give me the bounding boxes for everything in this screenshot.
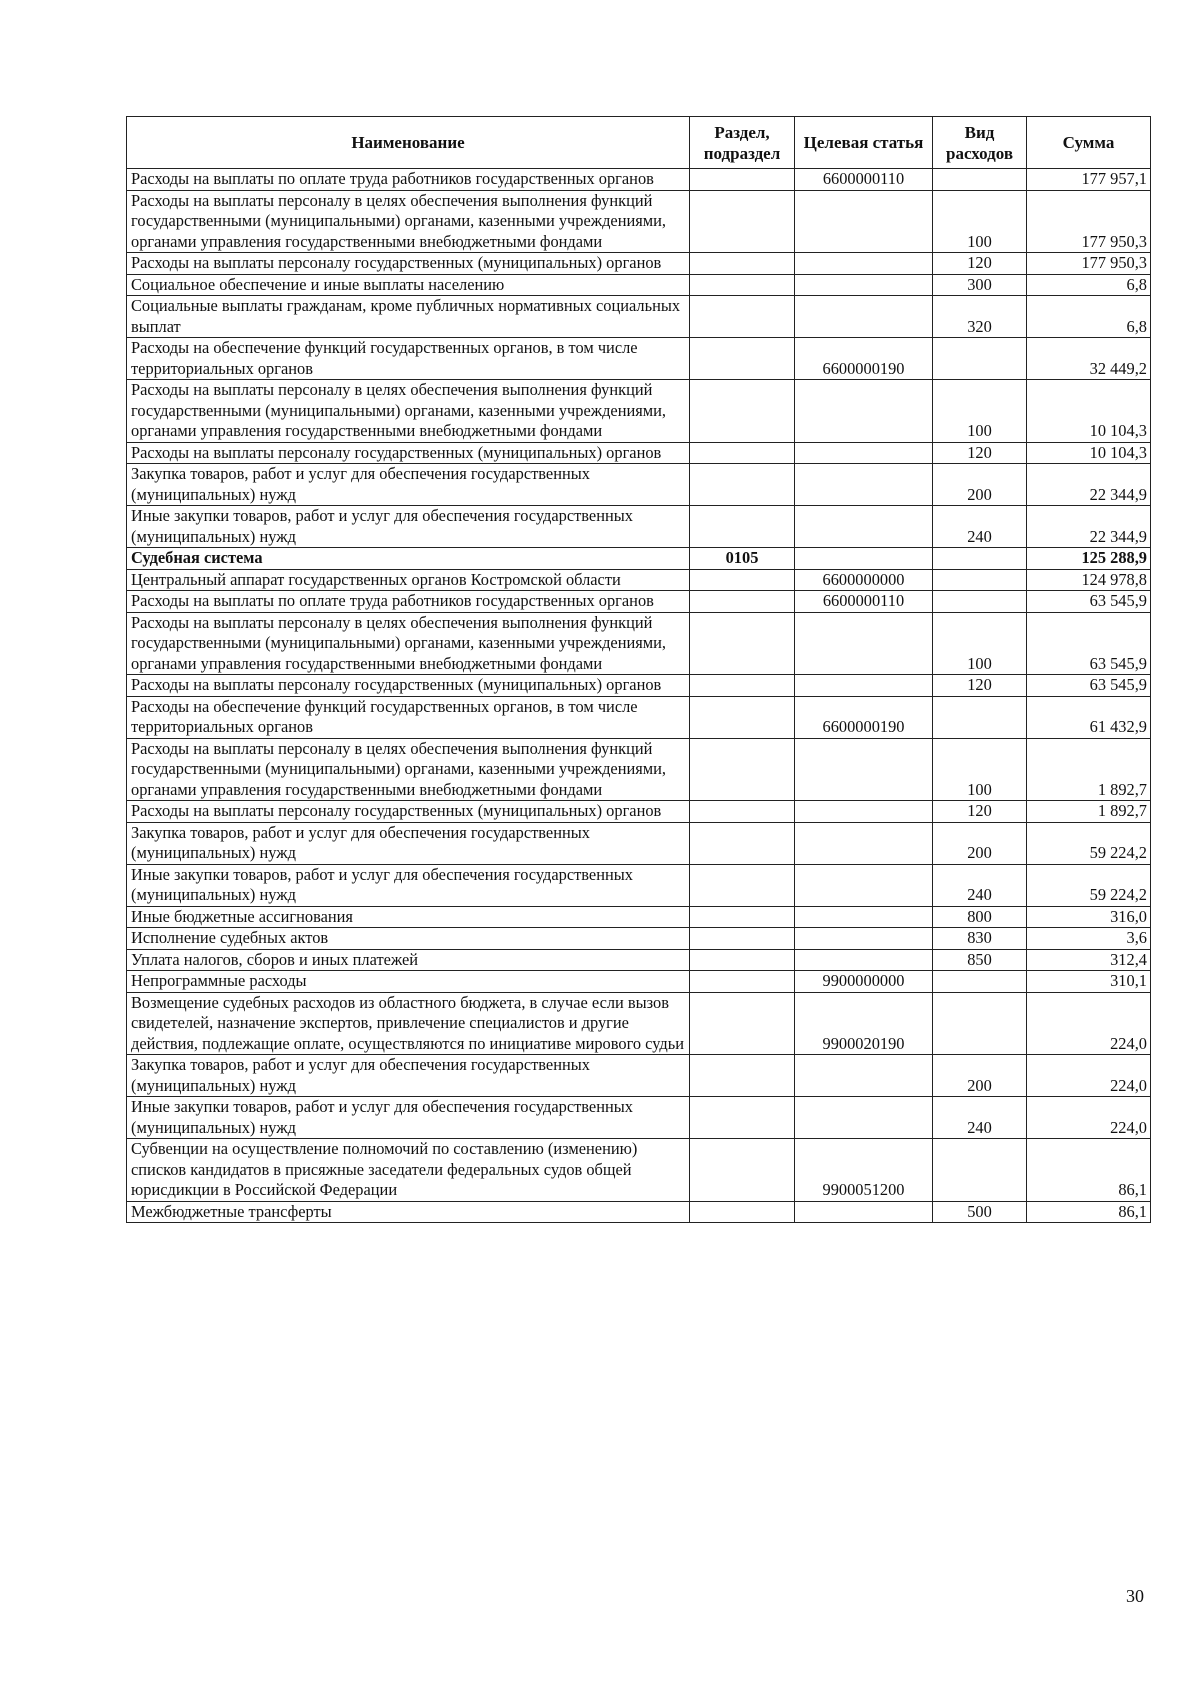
row-section-cell [690, 906, 795, 928]
header-amount: Сумма [1027, 117, 1151, 169]
row-kind-cell [933, 1139, 1027, 1202]
row-amount-cell: 59 224,2 [1027, 864, 1151, 906]
row-target-cell [795, 906, 933, 928]
row-section-cell [690, 253, 795, 275]
row-kind-cell: 800 [933, 906, 1027, 928]
header-target: Целевая статья [795, 117, 933, 169]
row-kind-cell: 240 [933, 506, 1027, 548]
page-number: 30 [1126, 1586, 1144, 1606]
row-kind-cell: 300 [933, 274, 1027, 296]
row-kind-cell: 240 [933, 1097, 1027, 1139]
row-section-cell [690, 864, 795, 906]
row-kind-cell [933, 696, 1027, 738]
row-kind-cell: 120 [933, 253, 1027, 275]
table-row [127, 801, 1151, 823]
header-kind: Вид расходов [933, 117, 1027, 169]
row-amount-cell: 3,6 [1027, 928, 1151, 950]
row-section-cell [690, 169, 795, 191]
row-amount-cell: 1 892,7 [1027, 738, 1151, 801]
row-target-cell [795, 380, 933, 443]
table-row [127, 380, 1151, 443]
row-section-cell [690, 380, 795, 443]
row-amount-cell: 6,8 [1027, 274, 1151, 296]
row-name-cell: Закупка товаров, работ и услуг для обеспечения государственных (муниципальных) нужд [127, 464, 690, 506]
table-row [127, 548, 1151, 570]
row-section-cell [690, 338, 795, 380]
budget-table [126, 116, 1151, 1223]
row-kind-cell: 850 [933, 949, 1027, 971]
row-kind-cell: 100 [933, 380, 1027, 443]
row-amount-cell: 224,0 [1027, 1097, 1151, 1139]
table-row [127, 612, 1151, 675]
row-name-cell: Расходы на выплаты по оплате труда работников государственных органов [127, 591, 690, 613]
row-target-cell: 6600000190 [795, 696, 933, 738]
table-row [127, 949, 1151, 971]
table-row [127, 992, 1151, 1055]
row-kind-cell: 100 [933, 612, 1027, 675]
table-row [127, 696, 1151, 738]
row-amount-cell: 224,0 [1027, 1055, 1151, 1097]
row-target-cell [795, 190, 933, 253]
row-amount-cell: 177 950,3 [1027, 190, 1151, 253]
row-name-cell: Иные бюджетные ассигнования [127, 906, 690, 928]
row-name-cell: Закупка товаров, работ и услуг для обеспечения государственных (муниципальных) нужд [127, 1055, 690, 1097]
row-target-cell [795, 548, 933, 570]
row-target-cell: 9900051200 [795, 1139, 933, 1202]
table-row [127, 253, 1151, 275]
row-target-cell [795, 464, 933, 506]
row-section-cell [690, 1055, 795, 1097]
row-target-cell [795, 822, 933, 864]
row-section-cell [690, 928, 795, 950]
row-amount-cell: 125 288,9 [1027, 548, 1151, 570]
row-kind-cell: 200 [933, 464, 1027, 506]
table-row [127, 1201, 1151, 1223]
header-name: Наименование [127, 117, 690, 169]
table-row [127, 928, 1151, 950]
table-row [127, 1055, 1151, 1097]
row-kind-cell: 200 [933, 1055, 1027, 1097]
row-kind-cell: 500 [933, 1201, 1027, 1223]
row-kind-cell [933, 169, 1027, 191]
row-name-cell: Социальное обеспечение и иные выплаты населению [127, 274, 690, 296]
row-target-cell: 9900020190 [795, 992, 933, 1055]
row-section-cell [690, 612, 795, 675]
row-target-cell: 6600000110 [795, 591, 933, 613]
row-section-cell [690, 949, 795, 971]
row-target-cell [795, 1055, 933, 1097]
row-name-cell: Расходы на выплаты персоналу в целях обеспечения выполнения функций государственными (муниципальными) органами, казенными учреждениями, органами управления государственными внебюджетными фондами [127, 612, 690, 675]
row-amount-cell: 86,1 [1027, 1201, 1151, 1223]
row-amount-cell: 312,4 [1027, 949, 1151, 971]
row-name-cell: Иные закупки товаров, работ и услуг для обеспечения государственных (муниципальных) нужд [127, 864, 690, 906]
row-amount-cell: 32 449,2 [1027, 338, 1151, 380]
row-target-cell [795, 864, 933, 906]
row-amount-cell: 63 545,9 [1027, 591, 1151, 613]
row-name-cell: Расходы на выплаты персоналу в целях обеспечения выполнения функций государственными (муниципальными) органами, казенными учреждениями, органами управления государственными внебюджетными фондами [127, 738, 690, 801]
row-section-cell [690, 464, 795, 506]
row-name-cell: Центральный аппарат государственных органов Костромской области [127, 569, 690, 591]
row-name-cell: Расходы на выплаты персоналу в целях обеспечения выполнения функций государственными (муниципальными) органами, казенными учреждениями, органами управления государственными внебюджетными фондами [127, 380, 690, 443]
row-target-cell [795, 675, 933, 697]
row-section-cell [690, 1097, 795, 1139]
table-row [127, 591, 1151, 613]
table-row [127, 906, 1151, 928]
row-kind-cell: 240 [933, 864, 1027, 906]
table-row [127, 864, 1151, 906]
row-name-cell: Расходы на выплаты персоналу государственных (муниципальных) органов [127, 253, 690, 275]
row-section-cell [690, 442, 795, 464]
row-target-cell [795, 801, 933, 823]
row-name-cell: Социальные выплаты гражданам, кроме публичных нормативных социальных выплат [127, 296, 690, 338]
row-name-cell: Расходы на выплаты персоналу государственных (муниципальных) органов [127, 442, 690, 464]
row-amount-cell: 63 545,9 [1027, 612, 1151, 675]
row-section-cell [690, 801, 795, 823]
row-target-cell [795, 928, 933, 950]
table-row [127, 274, 1151, 296]
row-amount-cell: 1 892,7 [1027, 801, 1151, 823]
row-amount-cell: 10 104,3 [1027, 442, 1151, 464]
row-section-cell [690, 992, 795, 1055]
table-header-row [127, 117, 1151, 169]
row-name-cell: Межбюджетные трансферты [127, 1201, 690, 1223]
row-target-cell [795, 296, 933, 338]
row-amount-cell: 61 432,9 [1027, 696, 1151, 738]
row-section-cell [690, 296, 795, 338]
table-row [127, 190, 1151, 253]
row-name-cell: Возмещение судебных расходов из областного бюджета, в случае если вызов свидетелей, назначение экспертов, привлечение специалистов и другие действия, подлежащие оплате, осуществляются по инициативе мирового судьи [127, 992, 690, 1055]
row-name-cell: Непрограммные расходы [127, 971, 690, 993]
row-kind-cell: 100 [933, 738, 1027, 801]
row-name-cell: Закупка товаров, работ и услуг для обеспечения государственных (муниципальных) нужд [127, 822, 690, 864]
row-kind-cell: 100 [933, 190, 1027, 253]
row-kind-cell: 830 [933, 928, 1027, 950]
row-target-cell [795, 1097, 933, 1139]
row-kind-cell [933, 569, 1027, 591]
table-row [127, 738, 1151, 801]
row-amount-cell: 224,0 [1027, 992, 1151, 1055]
table-row [127, 442, 1151, 464]
row-kind-cell: 120 [933, 442, 1027, 464]
row-name-cell: Уплата налогов, сборов и иных платежей [127, 949, 690, 971]
row-kind-cell [933, 992, 1027, 1055]
row-section-cell [690, 506, 795, 548]
row-target-cell [795, 612, 933, 675]
table-row [127, 971, 1151, 993]
row-name-cell: Исполнение судебных актов [127, 928, 690, 950]
row-name-cell: Расходы на выплаты персоналу в целях обеспечения выполнения функций государственными (муниципальными) органами, казенными учреждениями, органами управления государственными внебюджетными фондами [127, 190, 690, 253]
table-row [127, 1139, 1151, 1202]
row-section-cell: 0105 [690, 548, 795, 570]
header-section: Раздел, подраздел [690, 117, 795, 169]
row-amount-cell: 22 344,9 [1027, 506, 1151, 548]
table-row [127, 675, 1151, 697]
row-section-cell [690, 971, 795, 993]
row-amount-cell: 63 545,9 [1027, 675, 1151, 697]
row-kind-cell: 120 [933, 801, 1027, 823]
row-amount-cell: 22 344,9 [1027, 464, 1151, 506]
row-section-cell [690, 738, 795, 801]
row-section-cell [690, 822, 795, 864]
row-name-cell: Субвенции на осуществление полномочий по составлению (изменению) списков кандидатов в присяжные заседатели федеральных судов общей юрисдикции в Российской Федерации [127, 1139, 690, 1202]
row-amount-cell: 10 104,3 [1027, 380, 1151, 443]
row-kind-cell [933, 338, 1027, 380]
row-target-cell: 6600000110 [795, 169, 933, 191]
row-name-cell: Иные закупки товаров, работ и услуг для обеспечения государственных (муниципальных) нужд [127, 1097, 690, 1139]
row-amount-cell: 124 978,8 [1027, 569, 1151, 591]
row-section-cell [690, 591, 795, 613]
row-kind-cell: 320 [933, 296, 1027, 338]
table-row [127, 569, 1151, 591]
row-target-cell [795, 1201, 933, 1223]
row-name-cell: Иные закупки товаров, работ и услуг для обеспечения государственных (муниципальных) нужд [127, 506, 690, 548]
row-section-cell [690, 696, 795, 738]
table-row [127, 822, 1151, 864]
row-section-cell [690, 1201, 795, 1223]
table-row [127, 296, 1151, 338]
row-name-cell: Расходы на обеспечение функций государственных органов, в том числе территориальных органов [127, 338, 690, 380]
table-row [127, 1097, 1151, 1139]
row-amount-cell: 6,8 [1027, 296, 1151, 338]
table-row [127, 506, 1151, 548]
row-kind-cell [933, 971, 1027, 993]
row-amount-cell: 310,1 [1027, 971, 1151, 993]
row-amount-cell: 59 224,2 [1027, 822, 1151, 864]
row-kind-cell [933, 591, 1027, 613]
row-name-cell: Расходы на выплаты по оплате труда работников государственных органов [127, 169, 690, 191]
row-target-cell [795, 442, 933, 464]
row-target-cell: 6600000190 [795, 338, 933, 380]
row-amount-cell: 177 950,3 [1027, 253, 1151, 275]
row-target-cell [795, 738, 933, 801]
row-amount-cell: 86,1 [1027, 1139, 1151, 1202]
row-amount-cell: 177 957,1 [1027, 169, 1151, 191]
row-amount-cell: 316,0 [1027, 906, 1151, 928]
row-section-cell [690, 1139, 795, 1202]
row-name-cell: Расходы на обеспечение функций государственных органов, в том числе территориальных органов [127, 696, 690, 738]
row-name-cell: Судебная система [127, 548, 690, 570]
row-kind-cell: 200 [933, 822, 1027, 864]
row-name-cell: Расходы на выплаты персоналу государственных (муниципальных) органов [127, 801, 690, 823]
row-target-cell: 9900000000 [795, 971, 933, 993]
row-section-cell [690, 569, 795, 591]
table-row [127, 464, 1151, 506]
row-section-cell [690, 190, 795, 253]
row-target-cell [795, 506, 933, 548]
row-section-cell [690, 274, 795, 296]
table-row [127, 338, 1151, 380]
row-kind-cell: 120 [933, 675, 1027, 697]
table-row [127, 169, 1151, 191]
row-target-cell: 6600000000 [795, 569, 933, 591]
row-kind-cell [933, 548, 1027, 570]
row-target-cell [795, 949, 933, 971]
row-name-cell: Расходы на выплаты персоналу государственных (муниципальных) органов [127, 675, 690, 697]
row-target-cell [795, 274, 933, 296]
row-target-cell [795, 253, 933, 275]
table-body [127, 169, 1151, 1223]
row-section-cell [690, 675, 795, 697]
